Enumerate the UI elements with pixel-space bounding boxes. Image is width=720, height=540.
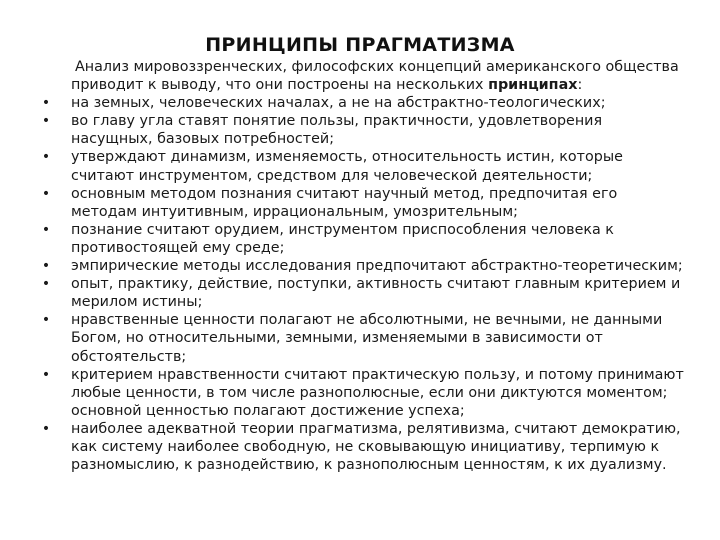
intro-paragraph xyxy=(71,58,686,94)
bullet-icon: • xyxy=(41,113,51,130)
list-item-text: познание считают орудием, инструментом приспособления человека к противостоящей ему среде; xyxy=(71,221,614,256)
list-item xyxy=(41,112,686,148)
list-item-text: нравственные ценности полагают не абсолютными, не вечными, не данными Богом, но относительными, земными, изменяемыми в зависимости от обстоятельств; xyxy=(71,312,663,365)
list-item xyxy=(41,221,686,257)
list-item xyxy=(41,420,686,474)
list-item-text: утверждают динамизм, изменяемость, относительность истин, которые считают инструментом, средством для человеческой деятельности; xyxy=(71,149,623,184)
list-item-text: эмпирические методы исследования предпочитают абстрактно-теоретическим; xyxy=(71,258,683,275)
principles-list xyxy=(41,94,686,474)
slide-title: ПРИНЦИПЫ ПРАГМАТИЗМА xyxy=(205,34,515,56)
bullet-icon: • xyxy=(41,366,51,383)
list-item xyxy=(41,148,686,184)
list-item xyxy=(41,185,686,221)
list-item xyxy=(41,94,686,112)
list-item xyxy=(41,257,686,275)
bullet-icon: • xyxy=(41,420,51,437)
list-item-text: на земных, человеческих началах, а не на абстрактно-теологических; xyxy=(71,95,606,112)
bullet-icon: • xyxy=(41,312,51,329)
bullet-icon: • xyxy=(41,95,51,112)
intro-colon: : xyxy=(577,77,583,94)
bullet-icon: • xyxy=(41,276,51,293)
intro-text: Анализ мировоззренческих, философских концепций американского общества приводит к выводу, что они построены на нескольких xyxy=(71,59,679,94)
intro-bold-word: принципах xyxy=(488,77,578,94)
bullet-icon: • xyxy=(41,258,51,275)
list-item xyxy=(41,275,686,311)
list-item-text: критерием нравственности считают практическую пользу, и потому принимают любые ценности, в том числе разнополюсные, если они диктуются моментом; основной ценностью полагают достижение успеха; xyxy=(71,366,684,419)
content-block xyxy=(41,58,686,474)
list-item-text: опыт, практику, действие, поступки, активность считают главным критерием и мерилом истины; xyxy=(71,276,681,311)
bullet-icon: • xyxy=(41,185,51,202)
list-item xyxy=(41,366,686,420)
bullet-icon: • xyxy=(41,149,51,166)
list-item-text: основным методом познания считают научный метод, предпочитая его методам интуитивным, иррациональным, умозрительным; xyxy=(71,185,618,220)
list-item-text: во главу угла ставят понятие пользы, практичности, удовлетворения насущных, базовых потребностей; xyxy=(71,113,603,148)
list-item xyxy=(41,311,686,365)
list-item-text: наиболее адекватной теории прагматизма, релятивизма, считают демократию, как систему наиболее свободную, не сковывающую инициативу, терпимую к разномыслию, к разнодействию, к разнополюсным ценностям, к их дуализму. xyxy=(71,420,681,474)
bullet-icon: • xyxy=(41,221,51,238)
